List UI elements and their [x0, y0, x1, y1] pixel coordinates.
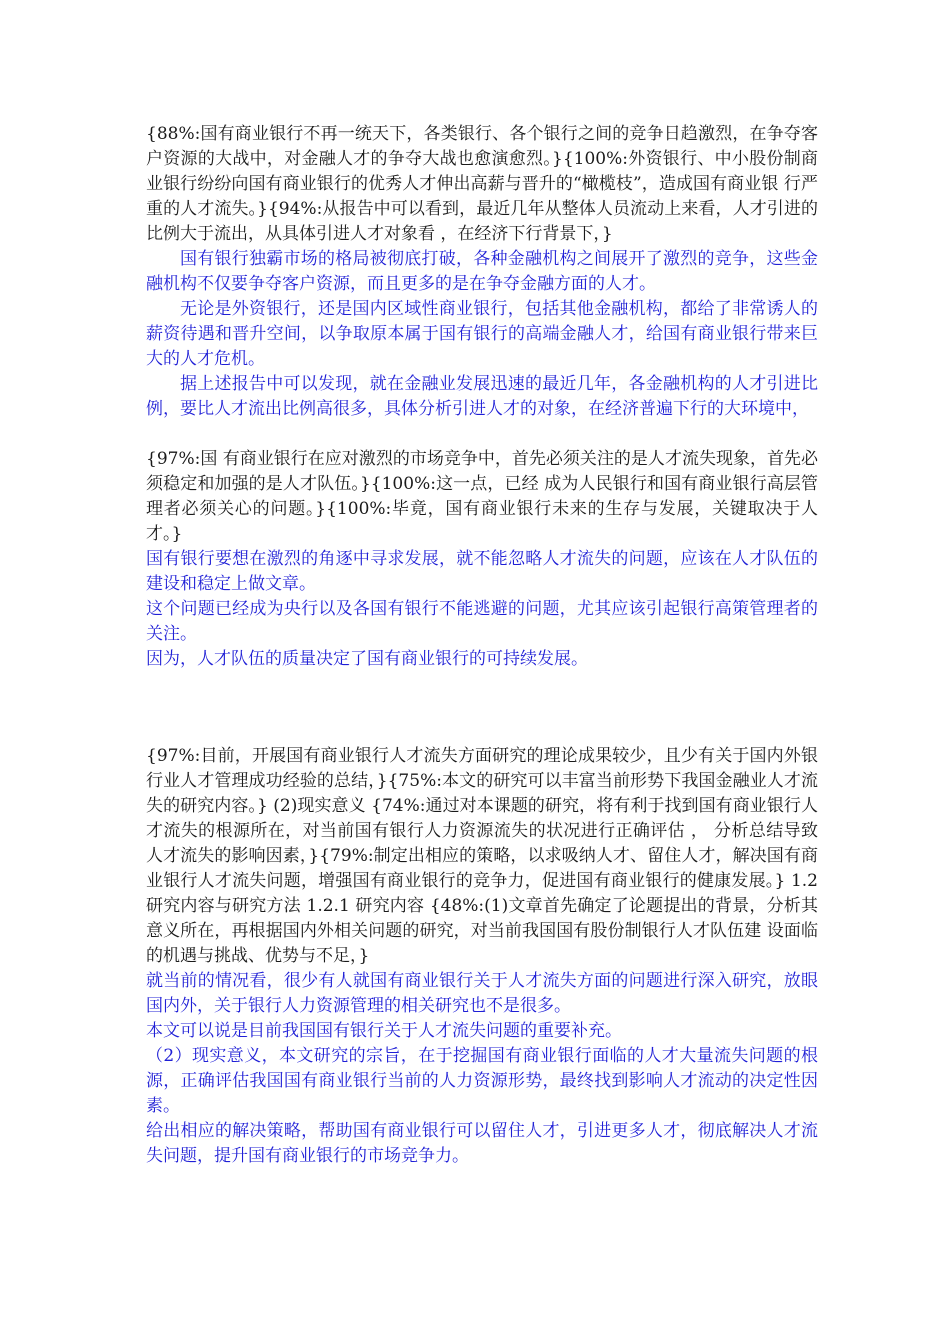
similarity-check-paragraph: {97%:目前，开展国有商业银行人才流失方面研究的理论成果较少，且少有关于国内外银行业人才管理成功经验的总结，}{75%:本文的研究可以丰富当前形势下我国金融业人才流失的研究内容。} (2)现实意义 {74%:通过对本课题的研究，将有利于找到国有商业银行人才流失的根源所在，对当前国有银行人力资源流失的状况进行正确评估 ， 分析总结导致人才流失的影响因素，}{79%:制定出相应的策略，以求吸纳人才、留住人才，解决国有商业银行人才流失问题，增强国有商业银行的竞争力，促进国有商业银行的健康发展。} 1.2 研究内容与研究方法 1.2.1 研究内容 {48%:(1)文章首先确定了论题提出的背景，分析其意义所在，再根据国内外相关问题的研究，对当前我国国有股份制银行人才队伍建 设面临的机遇与挑战、优势与不足，}: [146, 746, 818, 966]
paragraph-spacer: [146, 672, 818, 744]
rewrite-paragraph: 国有银行独霸市场的格局被彻底打破，各种金融机构之间展开了激烈的竞争，这些金融机构不仅要争夺客户资源，而且更多的是在争夺金融方面的人才。: [146, 249, 818, 294]
rewrite-paragraph: 据上述报告中可以发现，就在金融业发展迅速的最近几年，各金融机构的人才引进比例，要比人才流出比例高很多，具体分析引进人才的对象，在经济普遍下行的大环境中，: [146, 374, 818, 419]
similarity-check-paragraph: {97%:国 有商业银行在应对激烈的市场竞争中，首先必须关注的是人才流失现象，首先必须稳定和加强的是人才队伍。}{100%:这一点，已经 成为人民银行和国有商业银行高层管理者必须关心的问题。}{100%:毕竟，国有商业银行未来的生存与发展，关键取决于人才。}: [146, 449, 818, 544]
rewrite-paragraph: 给出相应的解决策略，帮助国有商业银行可以留住人才，引进更多人才，彻底解决人才流失问题，提升国有商业银行的市场竞争力。: [146, 1121, 818, 1166]
rewrite-paragraph: 国有银行要想在激烈的角逐中寻求发展，就不能忽略人才流失的问题，应该在人才队伍的建设和稳定上做文章。: [146, 549, 818, 594]
paragraph-spacer: [146, 422, 818, 447]
rewrite-paragraph: （2）现实意义，本文研究的宗旨，在于挖掘国有商业银行面临的人才大量流失问题的根源，正确评估我国国有商业银行当前的人力资源形势，最终找到影响人才流动的决定性因素。: [146, 1046, 818, 1116]
document-body: [146, 122, 818, 1169]
rewrite-paragraph: 就当前的情况看，很少有人就国有商业银行关于人才流失方面的问题进行深入研究，放眼国内外，关于银行人力资源管理的相关研究也不是很多。: [146, 971, 818, 1016]
rewrite-paragraph: 因为，人才队伍的质量决定了国有商业银行的可持续发展。: [146, 649, 588, 669]
similarity-check-paragraph: {88%:国有商业银行不再一统天下，各类银行、各个银行之间的竞争日趋激烈，在争夺客户资源的大战中，对金融人才的争夺大战也愈演愈烈。}{100%:外资银行、中小股份制商业银行纷纷向国有商业银行的优秀人才伸出高薪与晋升的“橄榄枝”，造成国有商业银 行严重的人才流失。}{94%:从报告中可以看到，最近几年从整体人员流动上来看，人才引进的比例大于流出，从具体引进人才对象看 ，在经济下行背景下，}: [146, 124, 818, 244]
rewrite-paragraph: 本文可以说是目前我国国有银行关于人才流失问题的重要补充。: [146, 1021, 622, 1041]
rewrite-paragraph: 这个问题已经成为央行以及各国有银行不能逃避的问题，尤其应该引起银行高策管理者的关注。: [146, 599, 818, 644]
rewrite-paragraph: 无论是外资银行，还是国内区域性商业银行，包括其他金融机构，都给了非常诱人的薪资待遇和晋升空间，以争取原本属于国有银行的高端金融人才，给国有商业银行带来巨大的人才危机。: [146, 299, 818, 369]
